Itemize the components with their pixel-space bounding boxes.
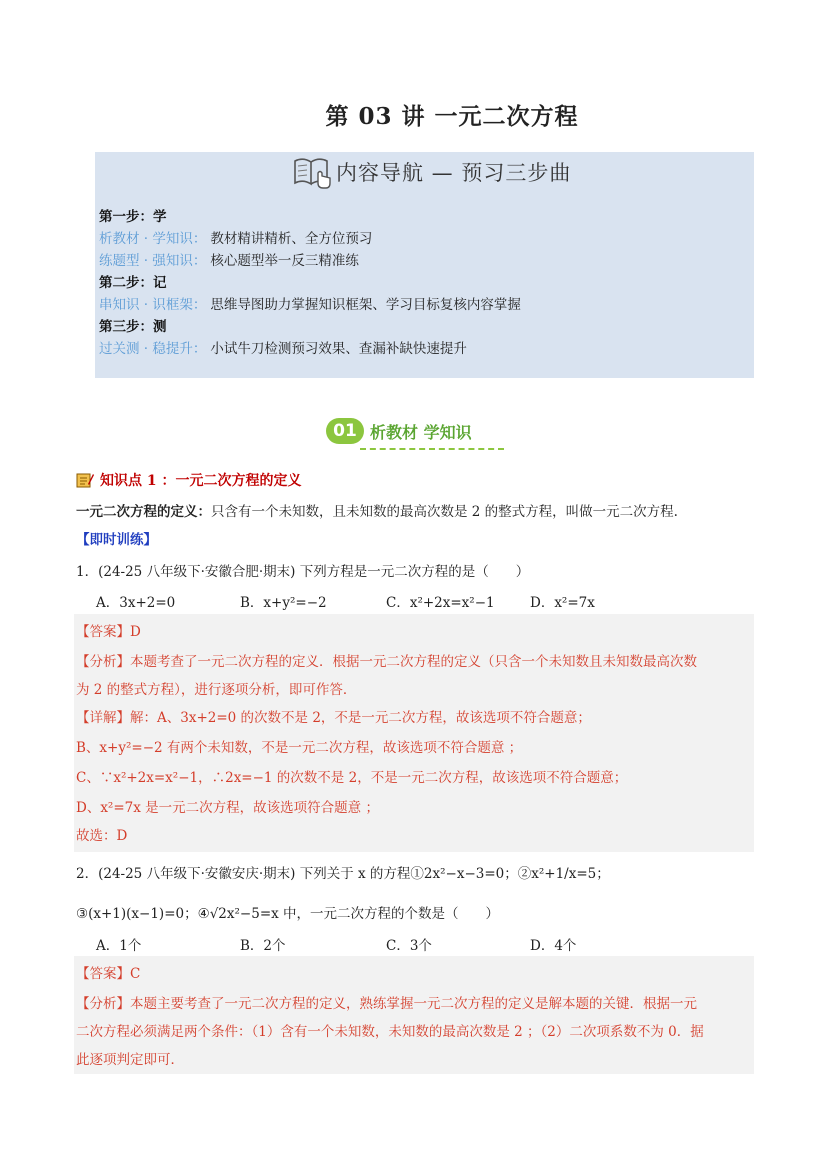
section-number: 01 — [326, 418, 364, 444]
nav-line-desc: 小试牛刀检测预习效果、查漏补缺快速提升 — [210, 341, 467, 357]
nav-step-3 — [99, 316, 521, 338]
notebook-pencil-icon — [76, 472, 94, 488]
nav-line-4 — [99, 338, 521, 360]
q2-stem-line1: 2．(24-25 八年级下·安徽安庆·期末) 下列关于 x 的方程①2x²−x−3=0；②x²+1/x=5； — [76, 866, 610, 882]
q2-answer-box — [74, 956, 754, 1074]
step-label: 第三步：测 — [99, 319, 167, 335]
nav-line-3 — [99, 294, 521, 316]
nav-line-label: 串知识 · 识框架： — [99, 297, 207, 313]
q1-answer: 【答案】D — [76, 624, 141, 640]
q2-analysis-line1: 【分析】本题主要考查了一元二次方程的定义，熟练掌握一元二次方程的定义是解本题的关键．根据一元 — [76, 996, 697, 1012]
nav-line-desc: 教材精讲精析、全方位预习 — [210, 231, 373, 247]
q1-options — [96, 591, 696, 611]
nav-line-label: 过关测 · 稳提升： — [99, 341, 207, 357]
q1-option-c: C．x²+2x=x²−1 — [386, 595, 495, 611]
nav-step-2 — [99, 272, 521, 294]
knowledge-point-header — [76, 470, 302, 490]
q1-option-b: B．x+y²=−2 — [240, 595, 327, 611]
section-badge — [326, 418, 472, 444]
definition-text: 只含有一个未知数，且未知数的最高次数是 2 的整式方程，叫做一元二次方程. — [211, 504, 678, 520]
nav-line-label: 练题型 · 强知识： — [99, 253, 207, 269]
knowledge-point-title: 知识点 1 ：一元二次方程的定义 — [100, 473, 302, 489]
q2-options — [96, 934, 696, 954]
q1-option-a: A．3x+2=0 — [96, 595, 176, 611]
q1-detail-a: 【详解】解：A、3x+2=0 的次数不是 2，不是一元二次方程，故该选项不符合题意； — [76, 710, 591, 726]
q1-stem: 1．(24-25 八年级下·安徽合肥·期末) 下列方程是一元二次方程的是（ ） — [76, 564, 530, 580]
nav-steps — [99, 206, 521, 360]
content-navigation-box — [95, 152, 754, 378]
nav-step-1 — [99, 206, 521, 228]
q1-detail-b: B、x+y²=−2 有两个未知数，不是一元二次方程，故该选项不符合题意 ； — [76, 740, 523, 756]
q1-detail-d: D、x²=7x 是一元二次方程，故该选项符合题意 ； — [76, 800, 379, 816]
q1-option-d: D．x²=7x — [530, 595, 595, 611]
q2-analysis-line3: 此逐项判定即可． — [76, 1052, 184, 1068]
training-label: 【即时训练】 — [76, 532, 157, 548]
definition-line — [76, 500, 678, 520]
q2-stem-line2: ③(x+1)(x−1)=0；④√2x²−5=x 中，一元二次方程的个数是（ ） — [76, 906, 500, 922]
q2-option-d: D．4个 — [530, 938, 577, 954]
q1-detail-c: C、∵x²+2x=x²−1，∴2x=−1 的次数不是 2，不是一元二次方程，故该选项不符合题意； — [76, 770, 628, 786]
definition-term: 一元二次方程的定义： — [76, 504, 211, 520]
nav-line-2 — [99, 250, 521, 272]
nav-header — [292, 152, 571, 192]
q1-analysis-line1 — [76, 650, 697, 670]
nav-line-label: 析教材 · 学知识： — [99, 231, 207, 247]
q2-analysis-line2: 二次方程必须满足两个条件：（1）含有一个未知数，未知数的最高次数是 2 ；（2）二次项系数不为 0．据 — [76, 1024, 704, 1040]
q2-option-c: C．3个 — [386, 938, 432, 954]
q1-choice: 故选：D — [76, 828, 128, 844]
q2-answer: 【答案】C — [76, 966, 141, 982]
q2-option-a: A．1个 — [96, 938, 142, 954]
section-divider — [360, 448, 504, 450]
q1-analysis-text: 【分析】本题考查了一元二次方程的定义．根据一元二次方程的定义（只含一个未知数且未知数最高次数 — [76, 654, 697, 670]
nav-line-desc: 思维导图助力掌握知识框架、学习目标复核内容掌握 — [210, 297, 521, 313]
section-label: 析教材 学知识 — [370, 422, 472, 442]
step-label: 第一步：学 — [99, 209, 167, 225]
nav-line-1 — [99, 228, 521, 250]
nav-title: 内容导航 — 预习三步曲 — [336, 161, 572, 185]
q1-analysis-line2: 为 2 的整式方程），进行逐项分析，即可作答． — [76, 682, 357, 698]
step-label: 第二步：记 — [99, 275, 167, 291]
q1-answer-box — [74, 614, 754, 852]
page-title: 第 03 讲 一元二次方程 — [325, 103, 579, 130]
book-hand-icon — [292, 153, 332, 191]
nav-line-desc: 核心题型举一反三精准练 — [210, 253, 359, 269]
q2-option-b: B．2个 — [240, 938, 286, 954]
